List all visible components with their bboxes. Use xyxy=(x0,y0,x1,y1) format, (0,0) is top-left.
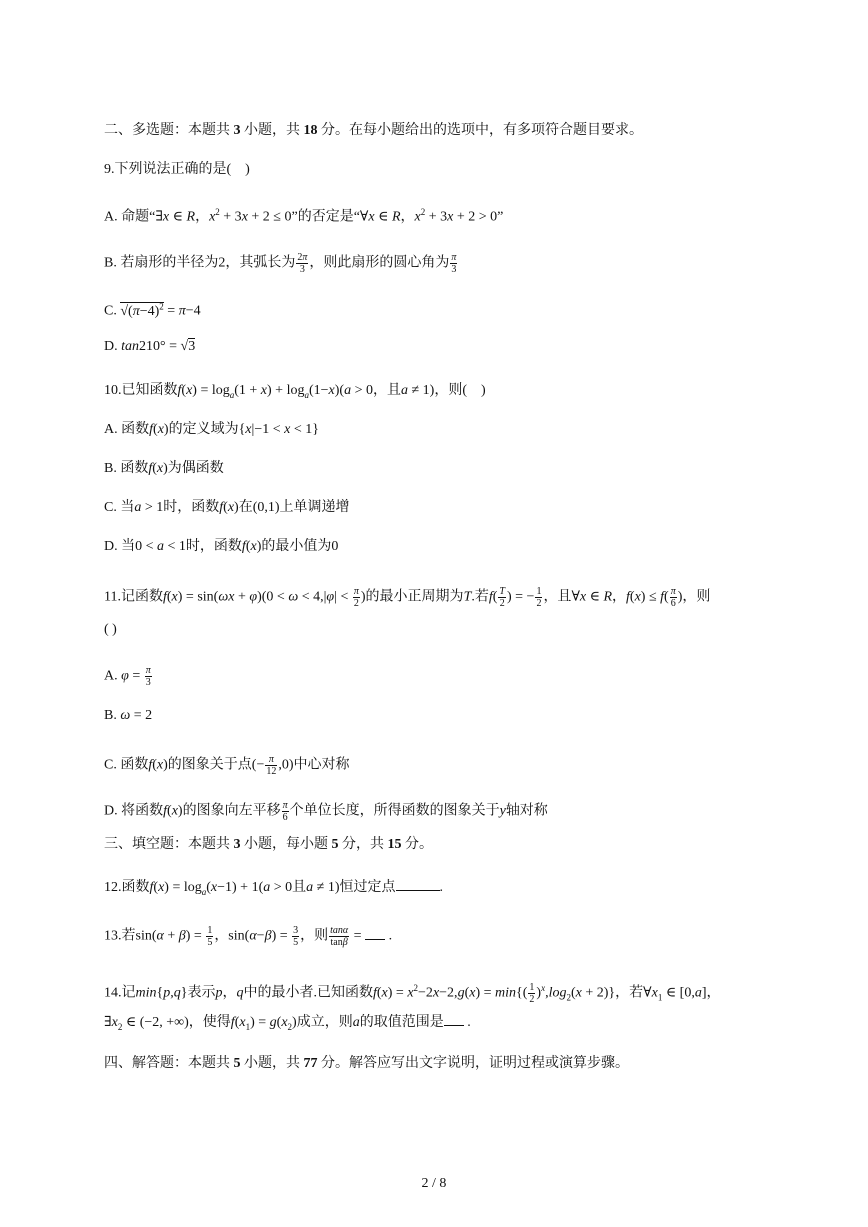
q10-option-b: B. 函数f(x)为偶函数 xyxy=(104,461,224,476)
q11-option-c: C. 函数f(x)的图象关于点(− $\frac{\pi}{12}$ ,0)中心对称 xyxy=(104,754,350,777)
section-4-header: 四、解答题：本题共 5 小题，共 77 分。解答应写出文字说明，证明过程或演算步骤。 xyxy=(104,1056,629,1071)
q14-line1: 14.记min{p,q}表示p，q中的最小者.已知函数$f(x) = x^2-2x-2,g(x) = \min${( $\frac{1}{2}$ )$^x,\log_2(x + 2)$}，若$\forall x_1$ ∈ [0,a]， xyxy=(104,981,721,1005)
q10-option-d: D. 当0 < a < 1时，函数f(x)的最小值为0 xyxy=(104,539,339,554)
page-number: 2 / 8 xyxy=(421,1176,447,1191)
q10-stem: 10.已知函数$f(x) = \log_a(1 + x) + \log_a(1-x)(a > 0$，且a ≠ 1)，则( ) xyxy=(104,383,486,400)
q13: 13.若sin(α + β) = $\frac{1}{5}$ ，sin(α−β) = $\frac{3}{5}$ ，则 $\frac{\tan\alpha}{\tan\beta}$ = . xyxy=(104,925,393,948)
q10-option-a: A. 函数f(x)的定义域为{x|−1 < x < 1} xyxy=(104,422,319,437)
q11-option-a: A. φ = $\frac{\pi}{3}$ xyxy=(104,665,151,688)
section-3-header: 三、填空题：本题共 3 小题，每小题 5 分，共 15 分。 xyxy=(104,837,433,852)
q9-stem: 9.下列说法正确的是( ) xyxy=(104,162,250,177)
q11-option-d: D. 将函数f(x)的图象向左平移 $\frac{\pi}{6}$ 个单位长度，所得函数的图象关于y轴对称 xyxy=(104,800,548,823)
q9-option-d: D. tan210° = √3 xyxy=(104,339,196,354)
q11-option-b: B. ω = 2 xyxy=(104,708,153,723)
q9-option-a: A. 命题“∃x ∈ R，$x^2 + 3x + 2 \le 0$”的否定是“∀x ∈ R，$x^2 + 3x + 2 > 0$” xyxy=(104,207,504,225)
q11-stem-cont: ( ) xyxy=(104,622,117,637)
q9-option-b: B. 若扇形的半径为2，其弧长为 $\frac{2\pi}{3}$ ，则此扇形的圆心角为 $\frac{\pi}{3}$ xyxy=(104,252,457,275)
section-2-header: 二、多选题：本题共 3 小题，共 18 分。在每小题给出的选项中，有多项符合题目要求。 xyxy=(104,123,643,138)
q10-option-c: C. 当a > 1时，函数f(x)在(0,1)上单调递增 xyxy=(104,500,350,515)
q9-option-c: C. $√(\pi-4)^2 = \pi-4$ xyxy=(104,301,201,319)
q12: 12.函数$f(x) = \log_a(x-1) + 1(a > 0$且a ≠ 1)恒过定点 . xyxy=(104,880,444,897)
q11-stem: 11.记函数f(x) = sin(ωx + φ)(0 < ω < 4,|φ| < $\frac{\pi}{2}$ )的最小正周期为T.若f( $\frac{T}{2}$ ) = − $\frac{1}{2}$ ，且∀x ∈ R，f(x) ≤ f( $\frac{\pi}{6}$ )，则 xyxy=(104,586,711,609)
q14-line2: $\exists x_2$ ∈ (−2, +∞)，使得$f(x_1) = g(x_2)$成立，则a的取值范围是 . xyxy=(104,1015,471,1032)
